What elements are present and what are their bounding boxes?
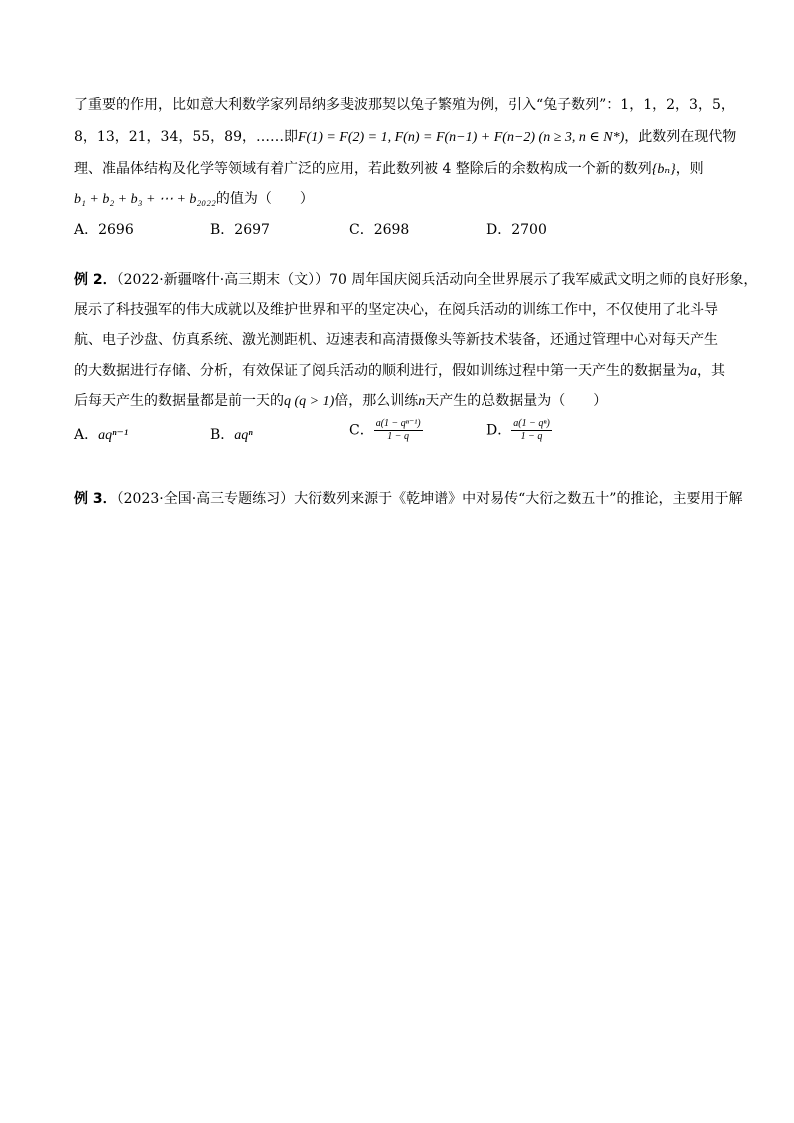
q1-line-3 — [74, 159, 704, 180]
q1-line-1: 了重要的作用，比如意大利数学家列昂纳多斐波那契以兔子繁殖为例，引入“兔子数列”：1，1，2，3，5， — [74, 97, 735, 113]
q1-option-c: C．2698 — [349, 222, 410, 238]
q3-label: 例 3． — [74, 491, 117, 507]
q2-option-b-label: B． — [210, 427, 235, 443]
q2-option-b — [210, 425, 253, 446]
q2-line-4 — [74, 361, 725, 382]
q2-option-d-denominator: 1 − q — [520, 431, 543, 442]
q2-option-c-fraction — [374, 418, 423, 443]
q1-line-2-formula: F(1) = F(2) = 1, F(n) = F(n−1) + F(n−2) (n ≥ 3, n ∈ N*) — [297, 130, 625, 145]
q2-var-n: n — [418, 394, 426, 409]
q2-line-5-mid: 倍，那么训练 — [334, 393, 419, 409]
q1-line-2 — [74, 127, 736, 148]
q1-line-3-tail: ，则 — [675, 161, 704, 177]
q2-line-4-tail: ，其 — [697, 363, 725, 379]
q2-var-a: a — [690, 364, 697, 379]
q1-line-2-text: 8，13，21，34，55，89，……即 — [74, 129, 298, 145]
q1-option-b: B．2697 — [210, 222, 270, 238]
q2-option-c-denominator: 1 − q — [387, 431, 410, 442]
q2-option-b-formula: aqⁿ — [234, 428, 253, 443]
q2-line-5-text: 后每天产生的数据量都是前一天的 — [74, 393, 284, 409]
q1-line-2-tail: ，此数列在现代物 — [624, 129, 737, 145]
q2-option-c-numerator: a(1 − qⁿ⁻¹) — [375, 418, 421, 429]
q1-line-3-text: 理、准晶体结构及化学等领域有着广泛的应用，若此数列被 4 整除后的余数构成一个新的数列 — [74, 161, 652, 177]
q2-line-2: 展示了科技强军的伟大成就以及维护世界和平的坚定决心，在阅兵活动的训练工作中，不仅使用了北斗导 — [74, 302, 718, 318]
q1-option-d: D．2700 — [486, 222, 547, 238]
q2-option-d-numerator: a(1 − qⁿ) — [513, 418, 550, 429]
q2-line-1-text: （2022·新疆喀什·高三期末（文））70 周年国庆阅兵活动向全世界展示了我军威武文明之师的良好形象， — [116, 272, 758, 288]
q2-option-a-label: A． — [74, 427, 99, 443]
q3-line-1-text: （2023·全国·高三专题练习）大衍数列来源于《乾坤谱》中对易传“大衍之数五十”的推论，主要用于解 — [116, 491, 743, 507]
q2-option-c-label: C． — [349, 422, 374, 439]
q1-sum-formula: b₁ + b₂ + b₃ + ⋯ + b₂₀₂₂ — [74, 192, 216, 207]
q2-option-d-fraction — [511, 418, 552, 443]
q2-option-d-label: D． — [486, 422, 512, 439]
q1-line-4 — [74, 189, 314, 210]
q1-line-4-tail: 的值为（ ） — [215, 191, 314, 207]
q2-line-5 — [74, 391, 607, 412]
q2-line-5-tail: 天产生的总数据量为（ ） — [425, 393, 608, 409]
q2-label: 例 2． — [74, 272, 117, 288]
q2-line-1 — [74, 270, 757, 290]
q2-option-c — [349, 418, 423, 443]
q2-option-a-formula: aqⁿ⁻¹ — [98, 428, 129, 443]
q2-option-a — [74, 425, 128, 446]
q2-option-d — [486, 418, 552, 443]
q2-line-3: 航、电子沙盘、仿真系统、激光测距机、迈速表和高清摄像头等新技术装备，还通过管理中心对每天产生 — [74, 332, 718, 348]
q2-line-4-text: 的大数据进行存储、分析，有效保证了阅兵活动的顺利进行，假如训练过程中第一天产生的数据量为 — [74, 363, 690, 379]
q1-option-a: A．2696 — [74, 222, 134, 238]
q3-line-1 — [74, 489, 742, 509]
q2-ratio-formula: q (q > 1) — [284, 394, 335, 409]
q1-line-3-formula: {bₙ} — [651, 162, 676, 177]
